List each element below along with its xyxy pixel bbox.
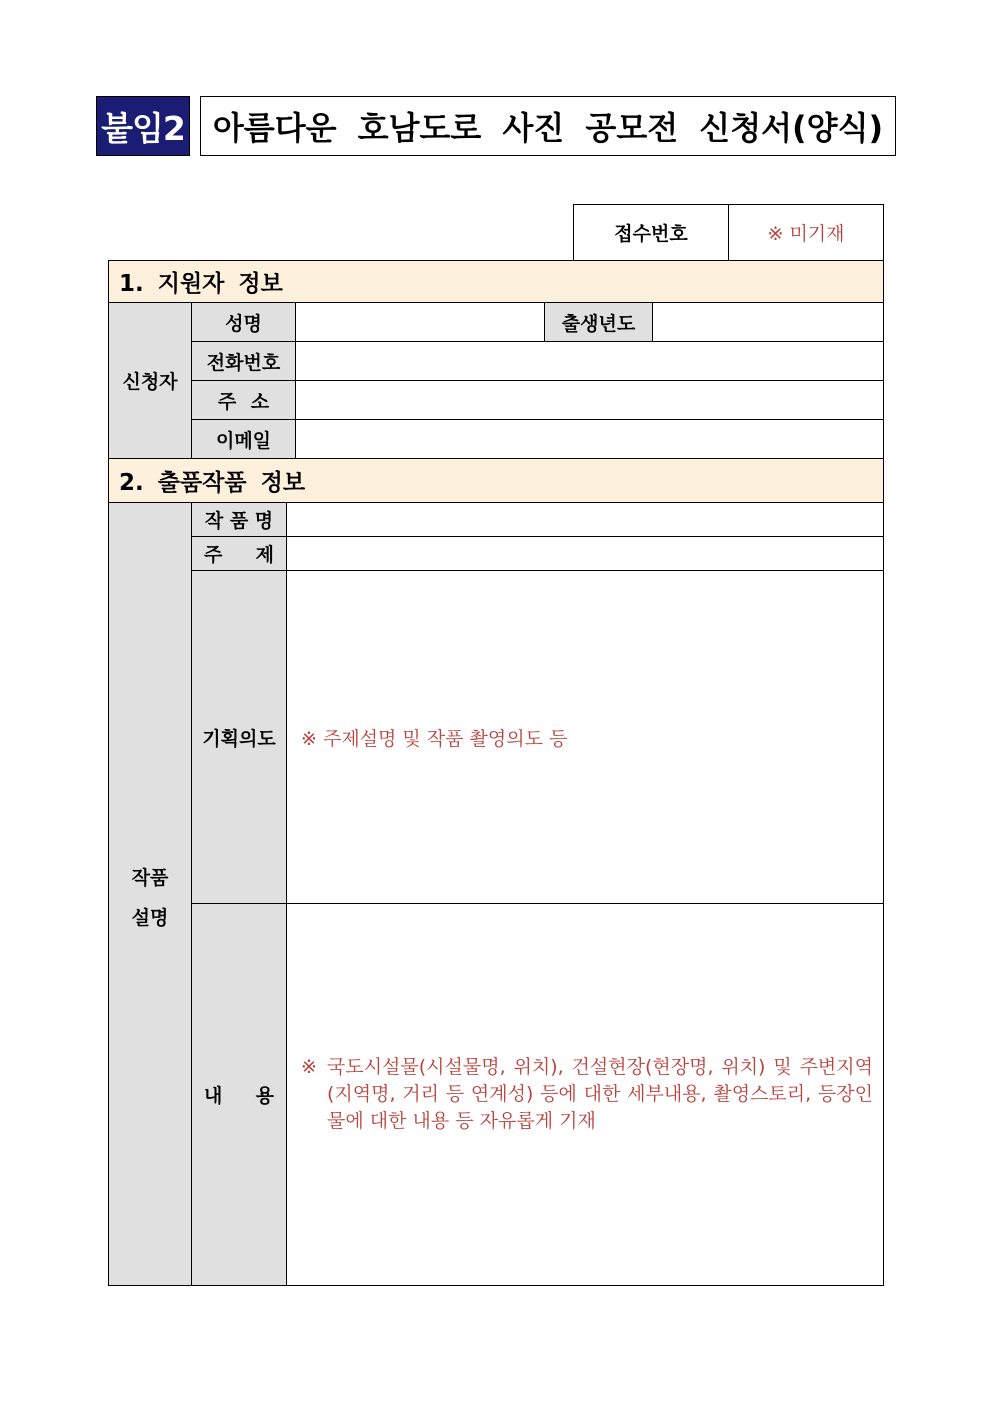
email-label: 이메일 — [191, 419, 296, 459]
receipt-number-label: 접수번호 — [573, 204, 729, 261]
theme-label — [191, 536, 287, 571]
content-label — [191, 903, 287, 1286]
receipt-number-field[interactable]: ※ 미기재 — [728, 204, 884, 261]
address-input[interactable] — [295, 380, 884, 420]
birth-year-label: 출생년도 — [544, 302, 653, 342]
content-input[interactable] — [286, 903, 884, 1286]
content-hint-marker: ※ — [301, 1056, 317, 1078]
planning-intent-label: 기획의도 — [191, 570, 287, 904]
planning-intent-input[interactable] — [286, 570, 884, 904]
email-input[interactable] — [295, 419, 884, 459]
theme-label-char2: 제 — [255, 544, 274, 566]
planning-intent-hint: ※ 주제설명 및 작품 촬영의도 등 — [301, 727, 568, 750]
attachment-badge: 붙임2 — [96, 96, 190, 156]
birth-year-input[interactable] — [652, 302, 884, 342]
work-group-label-line2: 설명 — [131, 907, 169, 929]
work-name-label: 작 품 명 — [191, 502, 287, 537]
phone-input[interactable] — [295, 341, 884, 381]
content-hint-text: 국도시설물(시설물명, 위치), 건설현장(현장명, 위치) 및 주변지역(지역명, 거리 등 연계성) 등에 대한 세부내용, 촬영스토리, 등장인물에 대한 내용 등 자유롭게 기재 — [327, 1056, 873, 1132]
applicant-group-label: 신청자 — [108, 302, 192, 459]
address-label: 주 소 — [191, 380, 296, 420]
theme-input[interactable] — [286, 536, 884, 571]
work-name-input[interactable] — [286, 502, 884, 537]
name-label: 성명 — [191, 302, 296, 342]
form-title: 아름다운 호남도로 사진 공모전 신청서(양식) — [200, 96, 896, 156]
work-group-label-line1: 작품 — [131, 867, 169, 889]
content-label-char2: 용 — [255, 1085, 274, 1107]
phone-label: 전화번호 — [191, 341, 296, 381]
name-input[interactable] — [295, 302, 545, 342]
section-work-header: 2. 출품작품 정보 — [108, 458, 884, 503]
content-hint — [301, 1054, 873, 1135]
work-description-group-label — [108, 502, 192, 1286]
section-applicant-header: 1. 지원자 정보 — [108, 260, 884, 303]
theme-label-char1: 주 — [204, 544, 223, 566]
content-label-char1: 내 — [204, 1085, 223, 1107]
